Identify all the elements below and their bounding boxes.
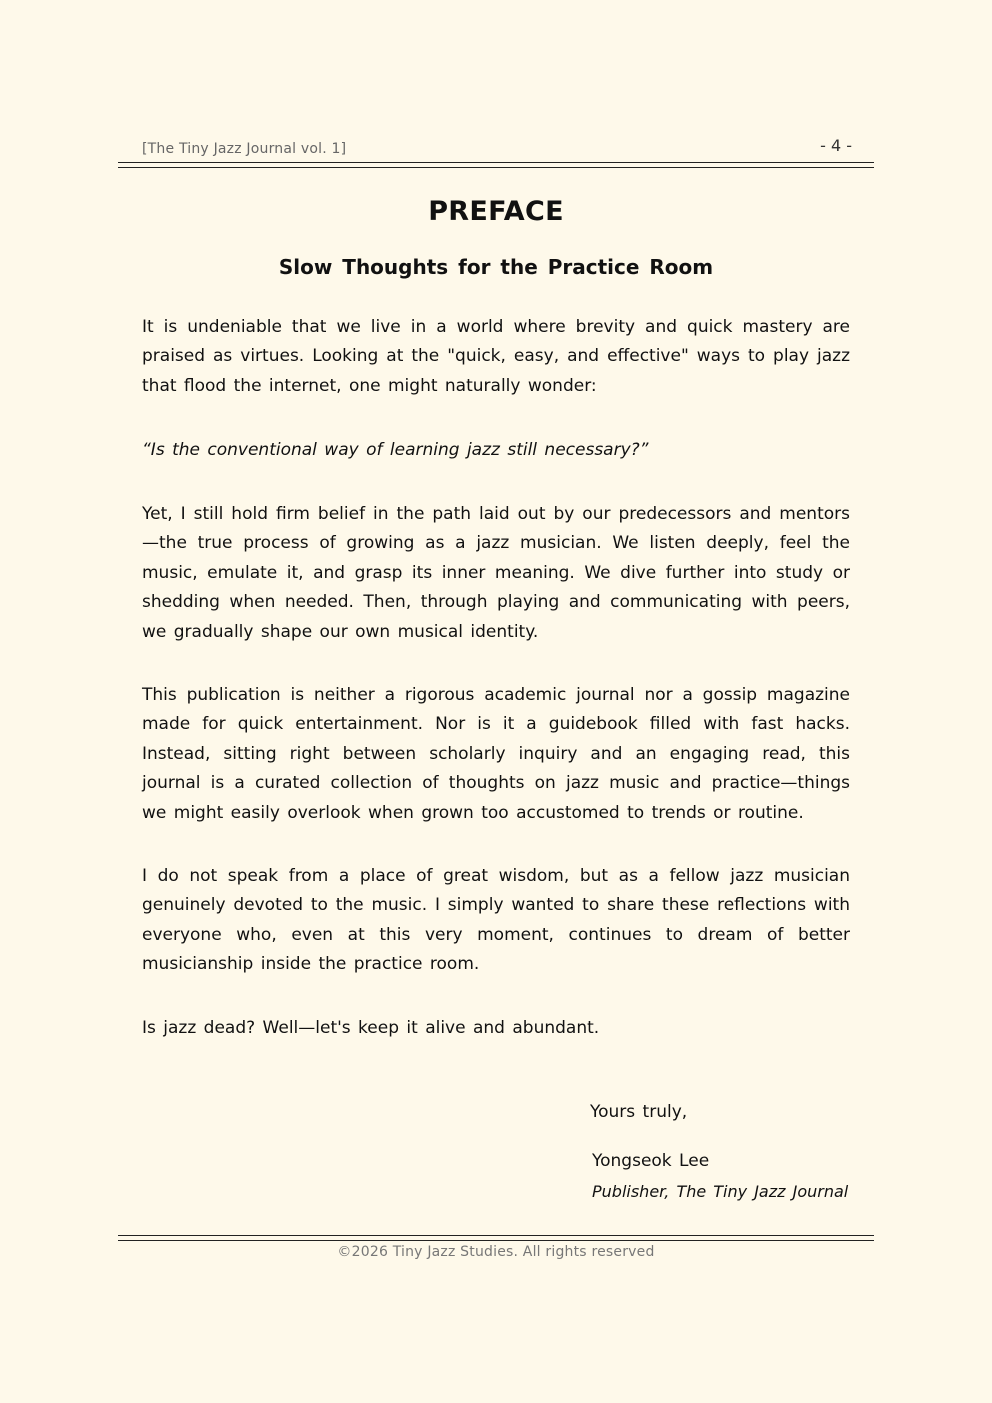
page-number: - 4 - bbox=[820, 136, 852, 155]
page-title: PREFACE bbox=[428, 196, 564, 227]
page-subtitle: Slow Thoughts for the Practice Room bbox=[278, 255, 714, 279]
paragraph-belief: Yet, I still hold firm belief in the path laid out by our predecessors and mentors—the true process of growing as a jazz musician. We listen deeply, feel the music, emulate it, and grasp its inner meaning. We dive further into study or shedding when needed. Then, through playing and communicating with peers, we gradually shape our own musical identity. bbox=[142, 504, 850, 642]
paragraph-closing-line: Is jazz dead? Well—let's keep it alive and abundant. bbox=[142, 1018, 600, 1038]
paragraph-intro: It is undeniable that we live in a world where brevity and quick mastery are praised as virtues. Looking at the "quick, easy, and effective" ways to play jazz that flood the internet, one might naturally wonder: bbox=[142, 317, 850, 396]
signature-closing: Yours truly, bbox=[590, 1102, 688, 1122]
copyright-footer: ©2026 Tiny Jazz Studies. All rights reserved bbox=[337, 1244, 655, 1260]
footer-divider bbox=[118, 1235, 874, 1241]
journal-running-title: [The Tiny Jazz Journal vol. 1] bbox=[142, 141, 347, 157]
signature-name: Yongseok Lee bbox=[592, 1151, 710, 1171]
header-divider bbox=[118, 162, 874, 168]
paragraph-publication: This publication is neither a rigorous academic journal nor a gossip magazine made for quick entertainment. Nor is it a guidebook filled with fast hacks. Instead, sitting right between scholarly inquiry and an engaging read, this journal is a curated collection of thoughts on jazz music and practice—things we might easily overlook when grown too accustomed to trends or routine. bbox=[142, 685, 850, 823]
paragraph-devotion: I do not speak from a place of great wisdom, but as a fellow jazz musician genuinely devoted to the music. I simply wanted to share these reflections with everyone who, even at this very moment, continues to dream of better musicianship inside the practice room. bbox=[142, 866, 850, 975]
paragraph-quote: “Is the conventional way of learning jazz still necessary?” bbox=[142, 440, 649, 460]
signature-role: Publisher, The Tiny Jazz Journal bbox=[592, 1182, 849, 1201]
